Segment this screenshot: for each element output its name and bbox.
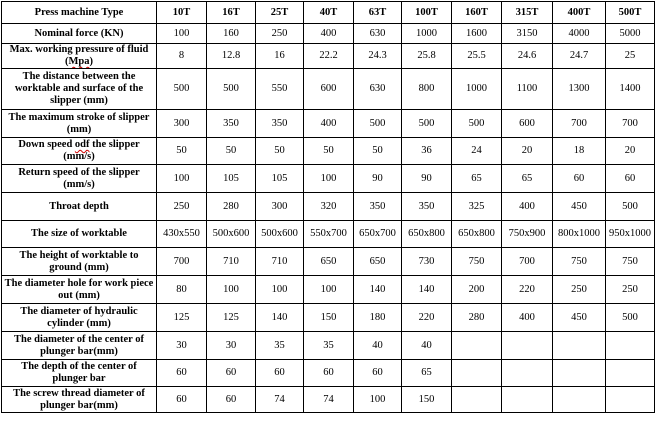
value-cell: 350 [207, 110, 256, 138]
value-cell: 400 [502, 193, 553, 221]
model-header-cell: 10T [157, 2, 207, 24]
value-cell: 140 [256, 304, 304, 332]
value-cell: 1300 [553, 69, 606, 110]
value-cell: 100 [354, 387, 402, 413]
value-cell: 50 [304, 138, 354, 165]
value-cell: 450 [553, 193, 606, 221]
value-cell: 90 [354, 165, 402, 193]
row-label-text: The depth of the center of plunger bar [21, 361, 137, 384]
row-label-text: Max. working pressure of fluid ( [9, 44, 149, 67]
spellcheck-flagged-text: odf [74, 139, 90, 150]
model-header-cell: 63T [354, 2, 402, 24]
model-header-cell: 40T [304, 2, 354, 24]
value-cell: 5000 [606, 24, 655, 44]
value-cell: 650x700 [354, 221, 402, 248]
value-cell: 250 [606, 276, 655, 304]
value-cell: 800 [402, 69, 452, 110]
value-cell: 250 [553, 276, 606, 304]
value-cell: 700 [157, 248, 207, 276]
value-cell: 250 [256, 24, 304, 44]
value-cell: 40 [402, 332, 452, 360]
value-cell: 1000 [402, 24, 452, 44]
value-cell: 630 [354, 69, 402, 110]
value-cell: 65 [402, 360, 452, 387]
value-cell: 24 [452, 138, 502, 165]
row-label-text: The screw thread diameter of plunger bar(mm) [13, 387, 145, 411]
value-cell: 700 [606, 110, 655, 138]
value-cell: 280 [452, 304, 502, 332]
row-label-text: The maximum stroke of slipper (mm) [8, 111, 150, 135]
value-cell [553, 387, 606, 413]
value-cell: 24.7 [553, 44, 606, 69]
value-cell: 500x600 [256, 221, 304, 248]
value-cell: 650x800 [452, 221, 502, 248]
value-cell: 500 [606, 304, 655, 332]
table-row [2, 110, 655, 138]
value-cell: 550 [256, 69, 304, 110]
model-header-cell: 16T [207, 2, 256, 24]
value-cell: 125 [157, 304, 207, 332]
value-cell: 1000 [452, 69, 502, 110]
value-cell: 350 [256, 110, 304, 138]
value-cell: 60 [354, 360, 402, 387]
value-cell: 550x700 [304, 221, 354, 248]
value-cell: 125 [207, 304, 256, 332]
value-cell: 150 [304, 304, 354, 332]
model-header-cell: 400T [553, 2, 606, 24]
row-label-cell [2, 304, 157, 332]
value-cell: 160 [207, 24, 256, 44]
value-cell [553, 332, 606, 360]
value-cell: 280 [207, 193, 256, 221]
value-cell [452, 332, 502, 360]
row-label-cell [2, 248, 157, 276]
value-cell [502, 360, 553, 387]
value-cell: 500 [452, 110, 502, 138]
table-row [2, 44, 655, 69]
spellcheck-flagged-text: Mpa [68, 56, 90, 67]
value-cell: 500 [157, 69, 207, 110]
value-cell: 60 [207, 387, 256, 413]
value-cell: 105 [207, 165, 256, 193]
row-label-cell [2, 165, 157, 193]
row-label-cell [2, 193, 157, 221]
value-cell: 140 [402, 276, 452, 304]
value-cell: 710 [207, 248, 256, 276]
row-label-text: The diameter of hydraulic cylinder (mm) [20, 305, 138, 329]
value-cell: 250 [157, 193, 207, 221]
value-cell: 1400 [606, 69, 655, 110]
table-row [2, 248, 655, 276]
value-cell: 20 [502, 138, 553, 165]
value-cell: 60 [256, 360, 304, 387]
value-cell: 140 [354, 276, 402, 304]
value-cell: 60 [207, 360, 256, 387]
row-label-text: ) [89, 56, 93, 67]
row-label-text: Return speed of the slipper (mm/s) [18, 166, 140, 190]
value-cell: 700 [502, 248, 553, 276]
value-cell: 750x900 [502, 221, 553, 248]
value-cell: 12.8 [207, 44, 256, 69]
value-cell: 25 [606, 44, 655, 69]
value-cell: 8 [157, 44, 207, 69]
value-cell: 400 [304, 110, 354, 138]
value-cell [606, 360, 655, 387]
row-label-text: The diameter hole for work piece out (mm) [4, 277, 154, 301]
value-cell: 730 [402, 248, 452, 276]
value-cell: 650 [354, 248, 402, 276]
row-label-text: the slipper (mm/s) [63, 139, 140, 162]
header-row [2, 2, 655, 24]
value-cell [606, 332, 655, 360]
value-cell: 220 [502, 276, 553, 304]
value-cell: 950x1000 [606, 221, 655, 248]
value-cell: 22.2 [304, 44, 354, 69]
row-label-cell [2, 138, 157, 165]
value-cell: 650 [304, 248, 354, 276]
value-cell: 430x550 [157, 221, 207, 248]
value-cell: 400 [304, 24, 354, 44]
value-cell: 100 [157, 165, 207, 193]
value-cell: 600 [304, 69, 354, 110]
value-cell: 74 [256, 387, 304, 413]
value-cell: 105 [256, 165, 304, 193]
spec-table-body [2, 2, 655, 413]
value-cell [452, 387, 502, 413]
value-cell: 35 [304, 332, 354, 360]
value-cell: 450 [553, 304, 606, 332]
value-cell [606, 387, 655, 413]
value-cell: 25.5 [452, 44, 502, 69]
value-cell [452, 360, 502, 387]
value-cell: 800x1000 [553, 221, 606, 248]
value-cell: 100 [304, 276, 354, 304]
value-cell: 320 [304, 193, 354, 221]
value-cell: 100 [157, 24, 207, 44]
value-cell: 750 [452, 248, 502, 276]
value-cell: 700 [553, 110, 606, 138]
table-row [2, 332, 655, 360]
row-label-cell [2, 360, 157, 387]
row-label-text: The height of worktable to ground (mm) [19, 249, 139, 273]
value-cell: 60 [157, 387, 207, 413]
model-header-cell: 25T [256, 2, 304, 24]
value-cell: 300 [157, 110, 207, 138]
model-header-cell: 100T [402, 2, 452, 24]
row-label-text: The distance between the worktable and surface of the slipper (mm) [14, 71, 144, 106]
table-row [2, 69, 655, 110]
value-cell: 60 [157, 360, 207, 387]
value-cell: 180 [354, 304, 402, 332]
value-cell: 16 [256, 44, 304, 69]
value-cell: 50 [207, 138, 256, 165]
value-cell: 74 [304, 387, 354, 413]
value-cell: 325 [452, 193, 502, 221]
value-cell: 65 [452, 165, 502, 193]
row-label-cell [2, 24, 157, 44]
value-cell: 150 [402, 387, 452, 413]
value-cell: 36 [402, 138, 452, 165]
table-row [2, 276, 655, 304]
value-cell: 40 [354, 332, 402, 360]
value-cell: 24.6 [502, 44, 553, 69]
value-cell: 750 [606, 248, 655, 276]
value-cell: 50 [256, 138, 304, 165]
table-row [2, 304, 655, 332]
value-cell: 500 [402, 110, 452, 138]
model-header-cell: 160T [452, 2, 502, 24]
value-cell: 35 [256, 332, 304, 360]
value-cell: 30 [157, 332, 207, 360]
value-cell: 750 [553, 248, 606, 276]
value-cell: 30 [207, 332, 256, 360]
row-label-text: The diameter of the center of plunger bar(mm) [14, 333, 144, 357]
value-cell: 350 [354, 193, 402, 221]
value-cell: 50 [354, 138, 402, 165]
value-cell: 90 [402, 165, 452, 193]
value-cell: 60 [606, 165, 655, 193]
value-cell: 25.8 [402, 44, 452, 69]
value-cell [553, 360, 606, 387]
value-cell: 50 [157, 138, 207, 165]
value-cell: 710 [256, 248, 304, 276]
value-cell: 500x600 [207, 221, 256, 248]
value-cell: 100 [304, 165, 354, 193]
row-label-cell [2, 44, 157, 69]
value-cell: 200 [452, 276, 502, 304]
value-cell: 1600 [452, 24, 502, 44]
row-label-text: Down speed [18, 139, 75, 150]
table-row [2, 387, 655, 413]
table-row [2, 193, 655, 221]
row-label-cell [2, 221, 157, 248]
value-cell: 100 [207, 276, 256, 304]
value-cell: 500 [207, 69, 256, 110]
value-cell: 650x800 [402, 221, 452, 248]
value-cell: 600 [502, 110, 553, 138]
value-cell: 350 [402, 193, 452, 221]
model-header-cell: 315T [502, 2, 553, 24]
value-cell: 300 [256, 193, 304, 221]
value-cell [502, 387, 553, 413]
table-row [2, 138, 655, 165]
value-cell: 65 [502, 165, 553, 193]
value-cell: 20 [606, 138, 655, 165]
value-cell: 100 [256, 276, 304, 304]
model-header-cell: 500T [606, 2, 655, 24]
table-row [2, 360, 655, 387]
value-cell: 1100 [502, 69, 553, 110]
row-label-text: Throat depth [49, 200, 109, 212]
value-cell: 18 [553, 138, 606, 165]
value-cell: 500 [354, 110, 402, 138]
row-label-cell [2, 110, 157, 138]
value-cell: 4000 [553, 24, 606, 44]
row-label-text: The size of worktable [31, 228, 127, 239]
value-cell: 60 [553, 165, 606, 193]
value-cell: 80 [157, 276, 207, 304]
table-row [2, 165, 655, 193]
value-cell: 60 [304, 360, 354, 387]
value-cell: 220 [402, 304, 452, 332]
value-cell [502, 332, 553, 360]
header-label-cell: Press machine Type [2, 2, 157, 24]
press-machine-spec-table [1, 1, 655, 413]
value-cell: 24.3 [354, 44, 402, 69]
row-label-cell [2, 276, 157, 304]
table-row [2, 221, 655, 248]
row-label-text: Nominal force (KN) [34, 27, 124, 39]
value-cell: 3150 [502, 24, 553, 44]
value-cell: 500 [606, 193, 655, 221]
row-label-cell [2, 69, 157, 110]
value-cell: 400 [502, 304, 553, 332]
row-label-cell [2, 387, 157, 413]
value-cell: 630 [354, 24, 402, 44]
table-row [2, 24, 655, 44]
row-label-cell [2, 332, 157, 360]
